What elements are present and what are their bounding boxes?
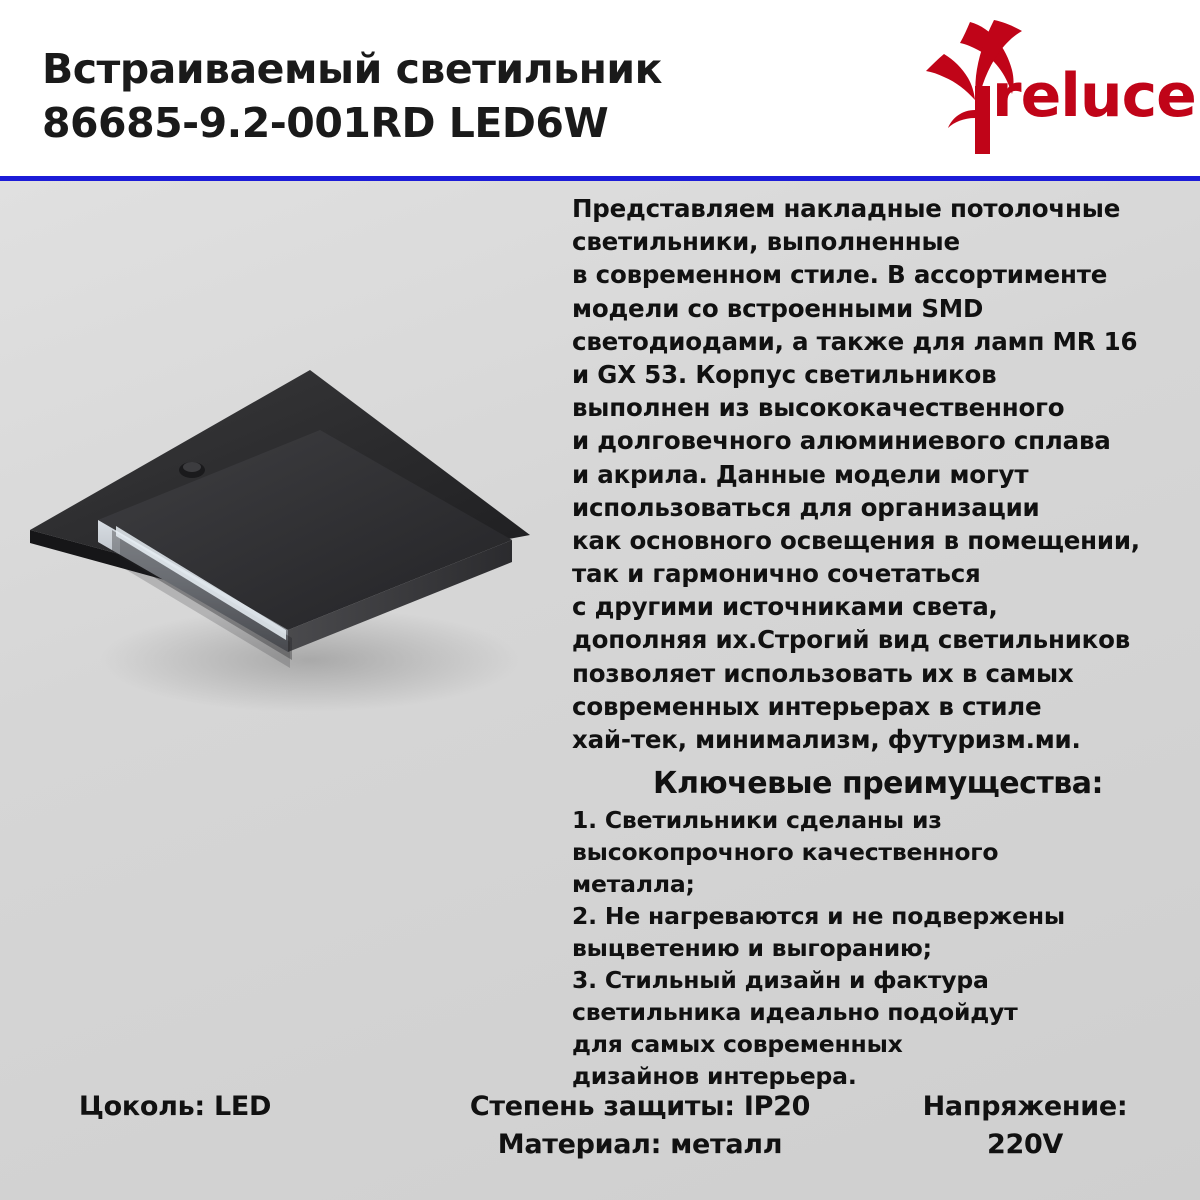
desc-line: хай-тек, минимализм, футуризм.ми. — [572, 725, 1081, 754]
desc-line: Представляем накладные потолочные — [572, 194, 1121, 223]
logo-wordmark: reluce — [992, 61, 1196, 131]
desc-line: как основного освещения в помещении, — [572, 525, 1140, 555]
desc-line: выполнен из высококачественного — [572, 393, 1065, 423]
desc-line: модели со встроенными SMD — [572, 293, 984, 323]
description-block — [572, 192, 1184, 1093]
desc-line: светильники, выполненные — [572, 227, 960, 257]
advantage-line: 3. Стильный дизайн и фактура — [572, 965, 989, 994]
desc-line: и акрила. Данные модели могут — [572, 459, 1029, 489]
reluce-logo — [874, 14, 1196, 164]
advantage-line: высокопрочного качественного — [572, 838, 999, 867]
desc-line: дополняя их.Строгий вид светильников — [572, 625, 1131, 655]
advantage-line: металла; — [572, 870, 695, 899]
advantage-line: светильника идеально подойдут — [572, 997, 1018, 1026]
spec-voltage — [880, 1088, 1170, 1165]
advantage-line: для самых современных — [572, 1029, 903, 1058]
advantage-line: 1. Светильники сделаны из — [572, 806, 942, 835]
spec-protection-material — [430, 1088, 850, 1165]
spec-protection: Степень защиты: IP20 — [469, 1091, 811, 1122]
advantage-line: выцветению и выгоранию; — [572, 934, 932, 962]
desc-line: использоваться для организации — [572, 492, 1040, 522]
advantages-title: Ключевые преимущества: — [652, 766, 1104, 802]
desc-line: и долговечного алюминиевого сплава — [572, 426, 1111, 456]
advantages-list — [572, 805, 1184, 1093]
title-line-1: Встраиваемый светильник — [42, 45, 662, 93]
desc-line: в современном стиле. В ассортименте — [572, 260, 1108, 290]
desc-line: светодиодами, а также для ламп MR 16 — [572, 326, 1138, 356]
desc-line: с другими источниками света, — [572, 592, 998, 622]
spec-socket: Цоколь: LED — [78, 1091, 272, 1122]
product-image — [20, 330, 580, 750]
header-divider — [0, 176, 1200, 181]
spec-voltage-label: Напряжение: — [922, 1091, 1128, 1122]
ceiling-lamp-illustration — [20, 330, 580, 750]
desc-line: так и гармонично сочетаться — [572, 559, 981, 589]
spec-material: Материал: металл — [497, 1129, 783, 1161]
desc-line: современных интерьерах в стиле — [572, 691, 1042, 721]
desc-line: и GX 53. Корпус светильников — [572, 359, 997, 389]
title-line-2: 86685-9.2-001RD LED6W — [42, 99, 609, 148]
desc-line: позволяет использовать их в самых — [572, 658, 1074, 688]
advantage-line: 2. Не нагреваются и не подвержены — [572, 902, 1065, 931]
advantage-line: дизайнов интерьера. — [572, 1061, 857, 1090]
spec-voltage-value: 220V — [986, 1129, 1064, 1161]
page-title — [42, 42, 872, 150]
header — [0, 0, 1200, 180]
